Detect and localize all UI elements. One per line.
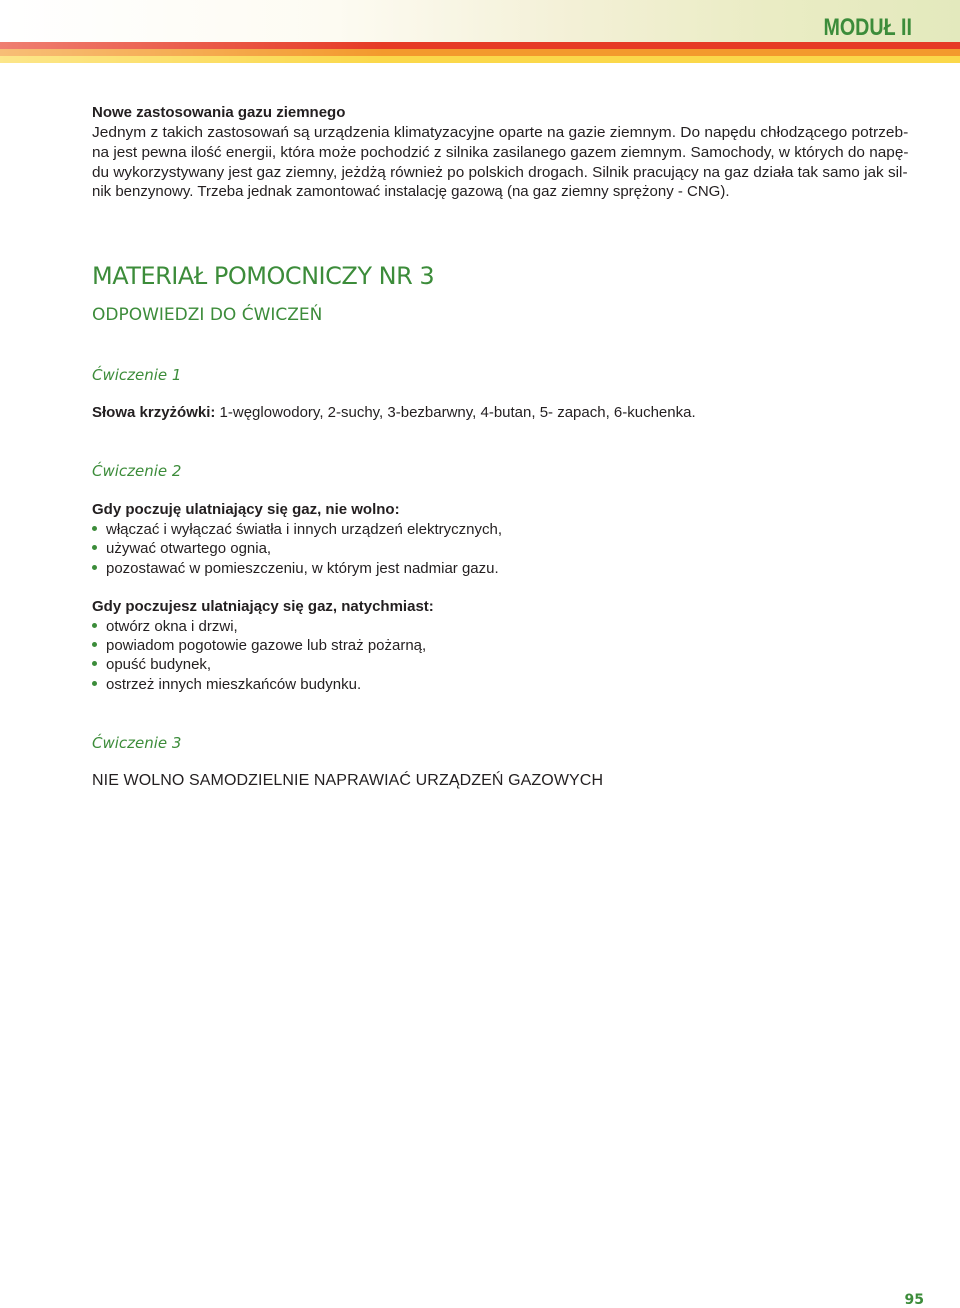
list-item-text: otwórz okna i drzwi, xyxy=(106,618,238,635)
module-title: MODUŁ II xyxy=(823,14,912,41)
list-item xyxy=(92,618,238,635)
bullet-icon xyxy=(92,545,97,550)
exercise-2-group-2-heading: Gdy poczujesz ulatniający się gaz, natychmiast: xyxy=(92,598,434,615)
bullet-icon xyxy=(92,623,97,628)
crossword-answers: 1-węglowodory, 2-suchy, 3-bezbarwny, 4-butan, 5- zapach, 6-kuchenka. xyxy=(219,404,696,421)
list-item-text: włączać i wyłączać światła i innych urządzeń elektrycznych, xyxy=(106,521,502,538)
list-item-text: opuść budynek, xyxy=(106,656,212,673)
section-title: MATERIAŁ POMOCNICZY NR 3 xyxy=(92,262,435,290)
exercise-3-text: NIE WOLNO SAMODZIELNIE NAPRAWIAĆ URZĄDZEŃ GAZOWYCH xyxy=(92,772,604,789)
header-band xyxy=(0,0,960,68)
intro-heading: Nowe zastosowania gazu ziemnego xyxy=(92,104,346,121)
exercise-1-title: Ćwiczenie 1 xyxy=(92,366,182,384)
intro-line: nik benzynowy. Trzeba jednak zamontować instalację gazową (na gaz ziemny sprężony - CNG). xyxy=(92,183,730,200)
list-item xyxy=(92,540,271,557)
list-item xyxy=(92,676,361,693)
list-item-text: pozostawać w pomieszczeniu, w którym jest nadmiar gazu. xyxy=(106,560,499,577)
header-background xyxy=(0,0,960,44)
exercise-2-group-1-heading: Gdy poczuję ulatniający się gaz, nie wolno: xyxy=(92,501,400,518)
list-item-text: ostrzeż innych mieszkańców budynku. xyxy=(106,676,362,693)
bullet-icon xyxy=(92,565,97,570)
intro-line: Jednym z takich zastosowań są urządzenia klimatyzacyjne oparte na gazie ziemnym. Do napędu chłodzącego potrzeb- xyxy=(92,124,909,141)
list-item-text: powiadom pogotowie gazowe lub straż pożarną, xyxy=(106,637,427,654)
exercise-3-title: Ćwiczenie 3 xyxy=(92,734,182,752)
section-subtitle: ODPOWIEDZI DO ĆWICZEŃ xyxy=(92,305,323,325)
exercise-1-answer xyxy=(92,404,696,421)
intro-line: na jest pewna ilość energii, która może pochodzić z silnika zasilanego gazem ziemnym. Samochody, w których do napę- xyxy=(92,144,909,161)
header-stripe-fade xyxy=(0,42,960,63)
page-number: 95 xyxy=(904,1292,924,1308)
list-item xyxy=(92,656,211,673)
bullet-icon xyxy=(92,661,97,666)
crossword-label: Słowa krzyżówki: xyxy=(92,404,216,421)
list-item-text: używać otwartego ognia, xyxy=(106,540,272,557)
list-item xyxy=(92,521,502,538)
list-item xyxy=(92,560,499,577)
bullet-icon xyxy=(92,526,97,531)
list-item xyxy=(92,637,426,654)
intro-line: du wykorzystywany jest gaz ziemny, jeżdżą również po polskich drogach. Silnik pracujący na gaz działa tak samo jak sil- xyxy=(92,164,908,181)
bullet-icon xyxy=(92,642,97,647)
exercise-2-title: Ćwiczenie 2 xyxy=(92,462,182,480)
bullet-icon xyxy=(92,681,97,686)
